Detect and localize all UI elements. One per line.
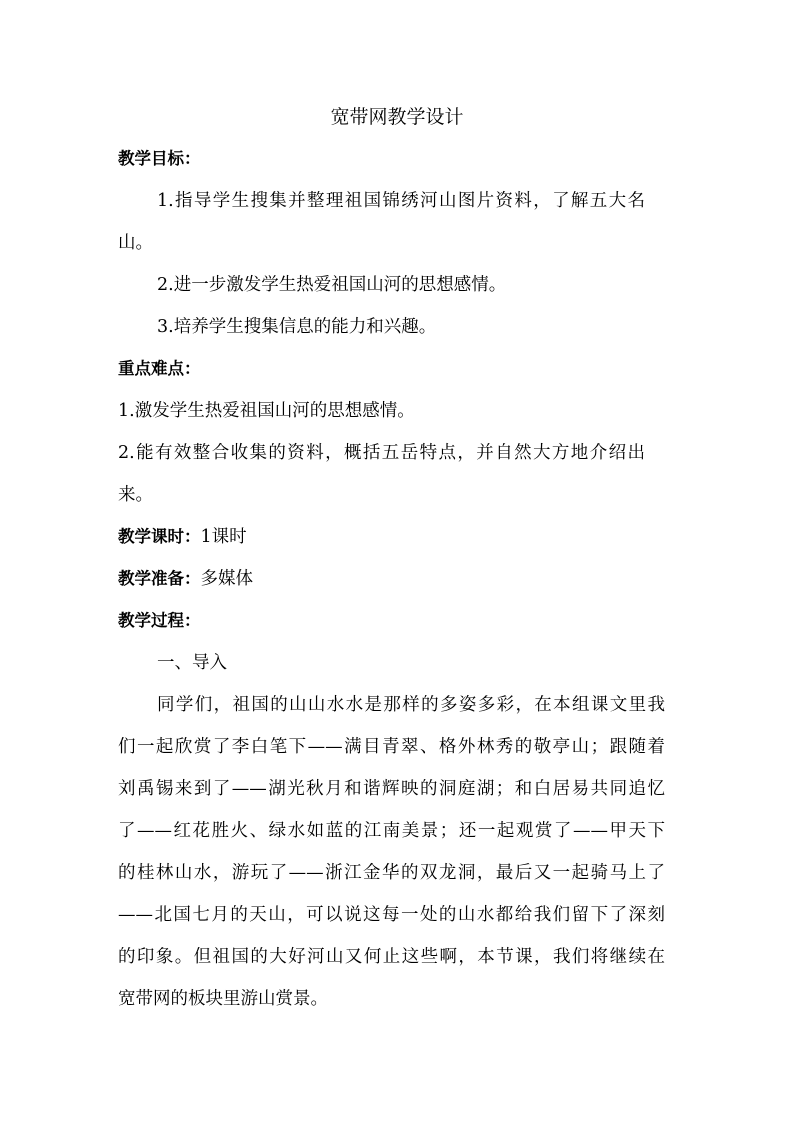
objective-3: 3.培养学生搜集信息的能力和兴趣。	[157, 317, 437, 337]
page-title: 宽带网教学设计	[330, 106, 464, 128]
key-point-1: 1.激发学生热爱祖国山河的思想感情。	[118, 401, 415, 421]
paragraph-line: 刘禹锡来到了——湖光秋月和谐辉映的洞庭湖；和白居易共同追忆	[118, 779, 665, 799]
paragraph-line: 了——红花胜火、绿水如蓝的江南美景；还一起观赏了——甲天下	[118, 821, 665, 841]
section-1-title: 一、导入	[157, 653, 227, 673]
key-points-heading: 重点难点：	[118, 359, 201, 378]
process-heading: 教学过程：	[118, 611, 201, 630]
prep-label: 教学准备：	[118, 569, 201, 588]
objective-2: 2.进一步激发学生热爱祖国山河的思想感情。	[157, 275, 507, 295]
key-point-2: 2.能有效整合收集的资料，概括五岳特点，并自然大方地介绍出	[118, 443, 645, 463]
prep-row	[118, 565, 678, 593]
hours-row	[118, 523, 678, 551]
objectives-heading: 教学目标：	[118, 149, 201, 168]
hours-value: 1课时	[200, 527, 247, 547]
objective-1: 1.指导学生搜集并整理祖国锦绣河山图片资料，了解五大名	[157, 191, 645, 211]
prep-value: 多媒体	[200, 569, 253, 589]
paragraph-line: 的桂林山水，游玩了——浙江金华的双龙洞，最后又一起骑马上了	[118, 863, 665, 883]
hours-label: 教学课时：	[118, 527, 201, 546]
paragraph-line: ——北国七月的天山，可以说这每一处的山水都给我们留下了深刻	[118, 905, 665, 925]
paragraph-line: 的印象。但祖国的大好河山又何止这些啊，本节课，我们将继续在	[118, 947, 665, 967]
paragraph-line: 宽带网的板块里游山赏景。	[118, 989, 328, 1009]
key-point-2-cont: 来。	[118, 485, 153, 505]
paragraph-line: 同学们，祖国的山山水水是那样的多姿多彩，在本组课文里我	[157, 695, 665, 715]
objective-1-cont: 山。	[118, 233, 153, 253]
paragraph-line: 们一起欣赏了李白笔下——满目青翠、格外林秀的敬亭山；跟随着	[118, 737, 665, 757]
